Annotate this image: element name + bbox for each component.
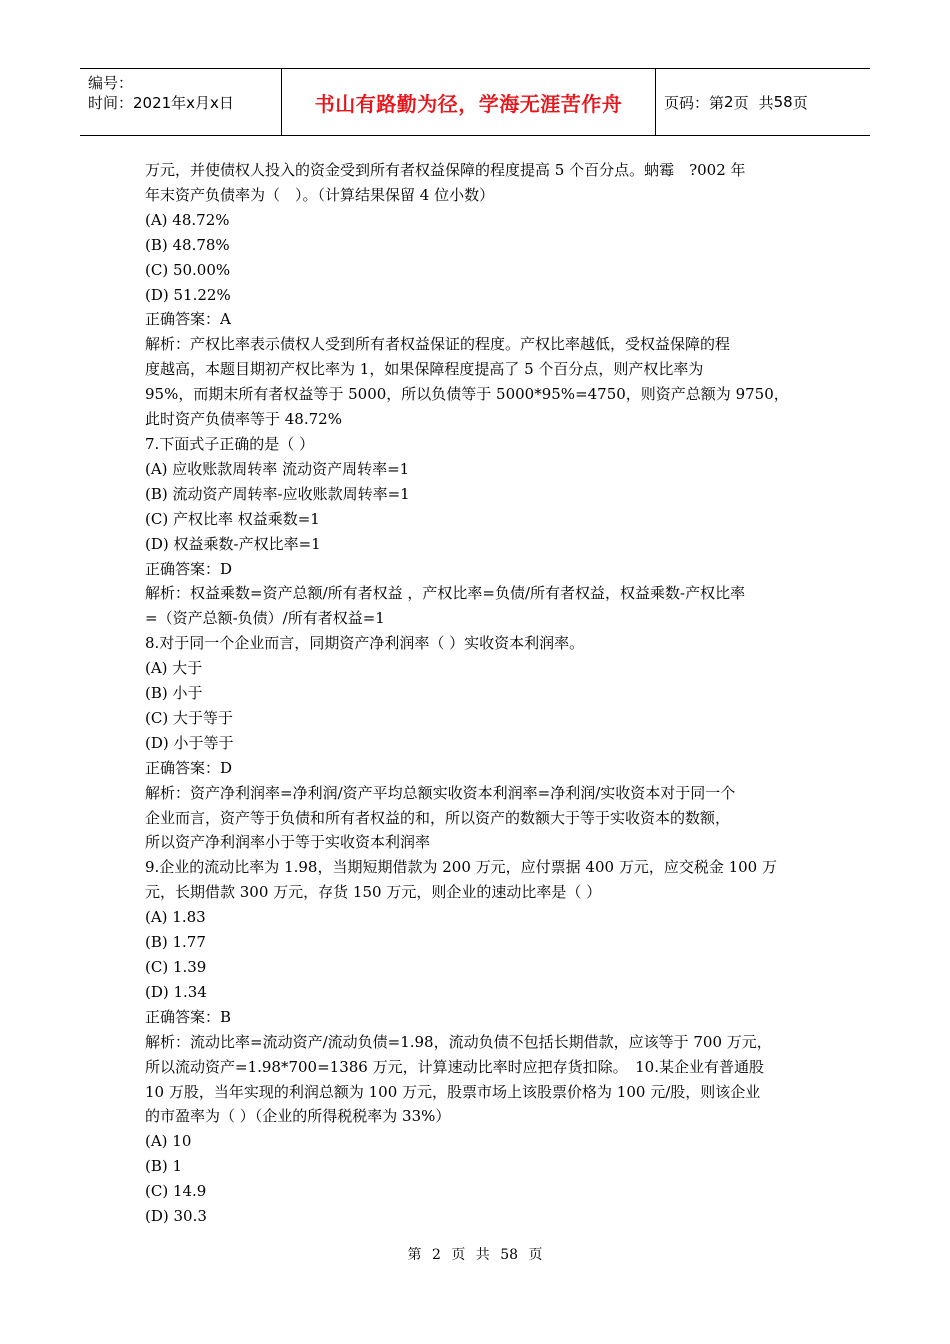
footer-suffix: 页 [528, 1247, 543, 1263]
footer-total: 58 [500, 1247, 519, 1263]
text-line: 此时资产负债率等于 48.72% [145, 410, 342, 429]
text-line: 的市盈率为（ ）（企业的所得税税率为 33%） [145, 1107, 451, 1126]
text-line: 所以资产净利润率小于等于实收资本利润率 [145, 833, 431, 852]
text-line: 年末资产负债率为（ ）。（计算结果保留 4 位小数） [145, 185, 495, 204]
text-line: 元，长期借款 300 万元，存货 150 万元，则企业的速动比率是（ ） [145, 883, 602, 902]
text-line: 万元，并使债权人投入的资金受到所有者权益保障的程度提高 5 个百分点。蚋霉 ?002 年 [145, 161, 746, 179]
text-line: (D) 51.22% [145, 285, 231, 304]
footer-page: 2 [431, 1247, 441, 1263]
text-line: 解析：流动比率=流动资产/流动负债=1.98，流动负债不包括长期借款，应该等于 700 万元， [145, 1032, 772, 1051]
text-line: (D) 30.3 [145, 1207, 207, 1226]
page-total-label: 共 [758, 93, 774, 112]
text-line: 解析：产权比率表示债权人受到所有者权益保证的程度。产权比率越低，受权益保障的程 [145, 335, 731, 354]
page-mid: 页 [733, 93, 749, 112]
text-line: 解析：权益乘数=资产总额/所有者权益 ，产权比率=负债/所有者权益，权益乘数-产权比率 [145, 584, 746, 603]
text-line: (B) 48.78% [145, 235, 230, 254]
header-motto: 书山有路勤为径，学海无涯苦作舟 [314, 91, 623, 116]
text-line: 所以流动资产=1.98*700=1386 万元，计算速动比率时应把存货扣除。 10.某企业有普通股 [145, 1057, 764, 1076]
text-line: (D) 小于等于 [145, 733, 234, 752]
text-line: (C) 1.39 [145, 958, 207, 976]
document-time-label: 时间：2021年x月x日 [88, 94, 234, 112]
text-line: (A) 1.83 [145, 908, 206, 927]
text-line: 8.对于同一个企业而言，同期资产净利润率（ ）实收资本利润率。 [145, 634, 585, 653]
header-motto-cell [282, 69, 656, 135]
text-line: (D) 1.34 [145, 982, 207, 1001]
text-line: (C) 14.9 [145, 1182, 207, 1201]
page-total: 58 [773, 93, 793, 111]
text-line: (A) 10 [145, 1132, 192, 1151]
text-line: 正确答案：D [145, 758, 233, 777]
text-line: =（资产总额-负债）/所有者权益=1 [145, 609, 385, 628]
text-line: (C) 产权比率 权益乘数=1 [145, 509, 320, 528]
text-line: 企业而言，资产等于负债和所有者权益的和，所以资产的数额大于等于实收资本的数额， [145, 808, 731, 827]
text-line: (B) 1.77 [145, 933, 206, 952]
page-footer [0, 1244, 950, 1264]
text-line: (D) 权益乘数-产权比率=1 [145, 534, 321, 553]
text-line: 95%，而期末所有者权益等于 5000，所以负债等于 5000*95%=4750，则资产总额为 9750， [145, 385, 789, 404]
page-prefix: 页码：第 [664, 93, 725, 112]
text-line: (B) 小于 [145, 684, 203, 703]
document-body [145, 158, 815, 1229]
text-line: 解析：资产净利润率=净利润/资产平均总额实收资本利润率=净利润/实收资本对于同一个 [145, 783, 736, 802]
footer-prefix: 第 [407, 1247, 422, 1263]
footer-total-label: 共 [475, 1247, 490, 1263]
text-line: 7.下面式子正确的是（ ） [145, 434, 315, 453]
text-line: 10 万股，当年实现的利润总额为 100 万元，股票市场上该股票价格为 100 元/股，则该企业 [145, 1082, 761, 1101]
text-line: (A) 应收账款周转率 流动资产周转率=1 [145, 459, 410, 478]
text-line: (A) 48.72% [145, 210, 230, 229]
header-meta [80, 69, 282, 135]
text-line: (B) 流动资产周转率-应收账款周转率=1 [145, 484, 410, 503]
page-header [80, 68, 870, 136]
text-line: 9.企业的流动比率为 1.98，当期短期借款为 200 万元，应付票据 400 万元，应交税金 100 万 [145, 858, 777, 877]
text-line: (A) 大于 [145, 659, 203, 678]
header-page-info [656, 69, 870, 135]
page-suffix: 页 [792, 93, 808, 112]
text-line: 正确答案：B [145, 1007, 232, 1026]
page-number: 2 [724, 93, 734, 111]
document-number-label: 编号： [88, 74, 134, 92]
text-line: 正确答案：A [145, 310, 231, 329]
text-line: 度越高，本题目期初产权比率为 1，如果保障程度提高了 5 个百分点，则产权比率为 [145, 360, 704, 379]
text-line: (C) 50.00% [145, 260, 231, 279]
text-line: 正确答案：D [145, 559, 233, 578]
footer-mid: 页 [451, 1247, 466, 1263]
text-line: (C) 大于等于 [145, 708, 233, 727]
text-line: (B) 1 [145, 1157, 183, 1176]
